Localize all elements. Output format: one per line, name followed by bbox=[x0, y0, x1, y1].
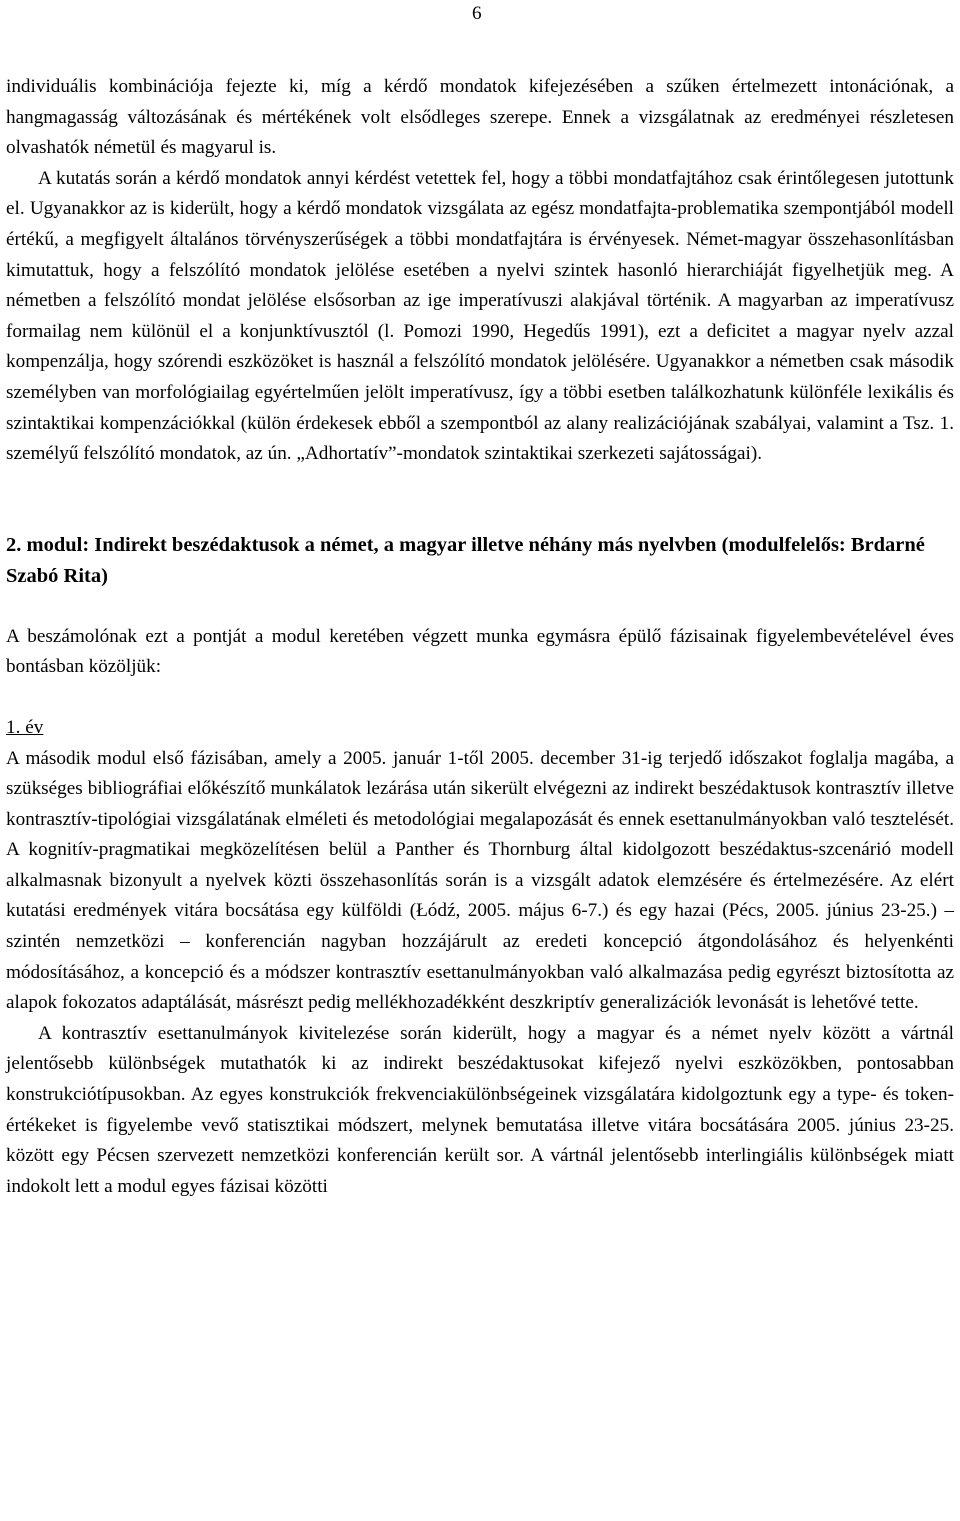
section1-paragraph-continue-b: Ugyanakkor az is kiderült, hogy a kérdő mondatok vizsgálata az egész mondatfajta-problematika szempontjából modell értékű, a megfigyelt általános törvényszerűségek a többi mondatfajtára is érvényesek. Német-magyar összehasonlításban kimutattuk, hogy a felszólító mondatok jelölése esetében a nyelvi szintek hasonló hierarchiáját figyelhetjük meg. A németben a felszólító mondat jelölése elsősorban az ige imperatívuszi alakjával történik. A magyarban az imperatívusz formailag nem különül el a konjunktívusztól (l. Pomozi 1990, Hegedűs 1991), ezt a deficitet a magyar nyelv azzal kompenzálja, hogy szórendi eszközöket is használ a felszólító mondatok jelölésére. Ugyanakkor a németben csak második személyben van morfológiailag egyértelműen jelölt imperatívusz, így a többi esetben találkozhatunk különféle lexikális és szintaktikai kompenzációkkal (külön érdekesek ebből a szempontból az alany realizációjának szabályai, valamint a Tsz. 1. személyű felszólító mondatok, az ún. „Adhortatív”-mondatok szintaktikai szerkezeti sajátosságai). bbox=[6, 198, 955, 465]
document-body bbox=[6, 72, 954, 1202]
module-2-intro: A beszámolónak ezt a pontját a modul keretében végzett munka egymásra épülő fázisainak figyelembevételével éves bontásban közöljük: bbox=[6, 625, 954, 678]
page-number: 6 bbox=[472, 3, 482, 24]
year-1-paragraph-1: A második modul első fázisában, amely a 2005. január 1-től 2005. december 31-ig terjedő időszakot foglalja magába, a szükséges bibliográfiai előkészítő munkálatok lezárása után sikerült elvégezni az indirekt beszédaktusok kontrasztív illetve kontrasztív-tipológiai vizsgálatának elméleti és metodológiai megalapozását és ennek esettanulmányokban való tesztelését. A kognitív-pragmatikai megközelítésen belül a Panther és Thornburg által kidolgozott beszédaktus-szcenárió modell alkalmasnak bizonyult a nyelvek közti összehasonlítás során is a vizsgált adatok elemzésére és értelmezésére. Az elért kutatási eredmények vitára bocsátása egy külföldi (Łódź, 2005. május 6-7.) és egy hazai (Pécs, 2005. június 23-25.) – szintén nemzetközi – konferencián nagyban hozzájárult az eredeti koncepció átgondolásához és helyenkénti módosításához, a koncepció és a módszer kontrasztív esettanulmányokban való alkalmazása pedig egyrészt biztosította az alapok fokozatos adaptálását, másrészt pedig mellékhozadékként deszkriptív generalizációk levonását is lehetővé tette. bbox=[6, 747, 954, 1014]
section1-paragraph-continue-a: A kutatás során a kérdő mondatok annyi kérdést vetettek fel, hogy a többi mondatfajtához csak érintőlegesen jutottunk el. bbox=[6, 167, 954, 220]
section1-paragraph-start: individuális kombinációja fejezte ki, míg a kérdő mondatok kifejezésében a szűken értelmezett intonációnak, a hangmagasság változásának és mértékének volt elsődleges szerepe. Ennek a vizsgálatnak az eredményei részletesen olvashatók németül és magyarul is. bbox=[6, 76, 954, 159]
module-2-heading: 2. modul: Indirekt beszédaktusok a német, a magyar illetve néhány más nyelvben (modulfelelős: Brdarné Szabó Rita) bbox=[6, 533, 925, 587]
year-label: 1. év bbox=[6, 716, 44, 738]
year-1-paragraph-2: A kontrasztív esettanulmányok kivitelezése során kiderült, hogy a magyar és a német nyelv között a vártnál jelentősebb különbségek mutathatók ki az indirekt beszédaktusokat kifejező nyelvi eszközökben, pontosabban konstrukciótípusokban. Az egyes konstrukciók frekvenciakülönbségeinek vizsgálatára kidolgoztunk egy a type- és token-értékeket is figyelembe vevő statisztikai módszert, melynek bemutatása illetve vitára bocsátására 2005. június 23-25. között egy Pécsen szervezett nemzetközi konferencián került sor. A vártnál jelentősebb interlingiális különbségek miatt indokolt lett a modul egyes fázisai közötti bbox=[6, 1022, 954, 1197]
section1-paragraph bbox=[6, 72, 954, 470]
